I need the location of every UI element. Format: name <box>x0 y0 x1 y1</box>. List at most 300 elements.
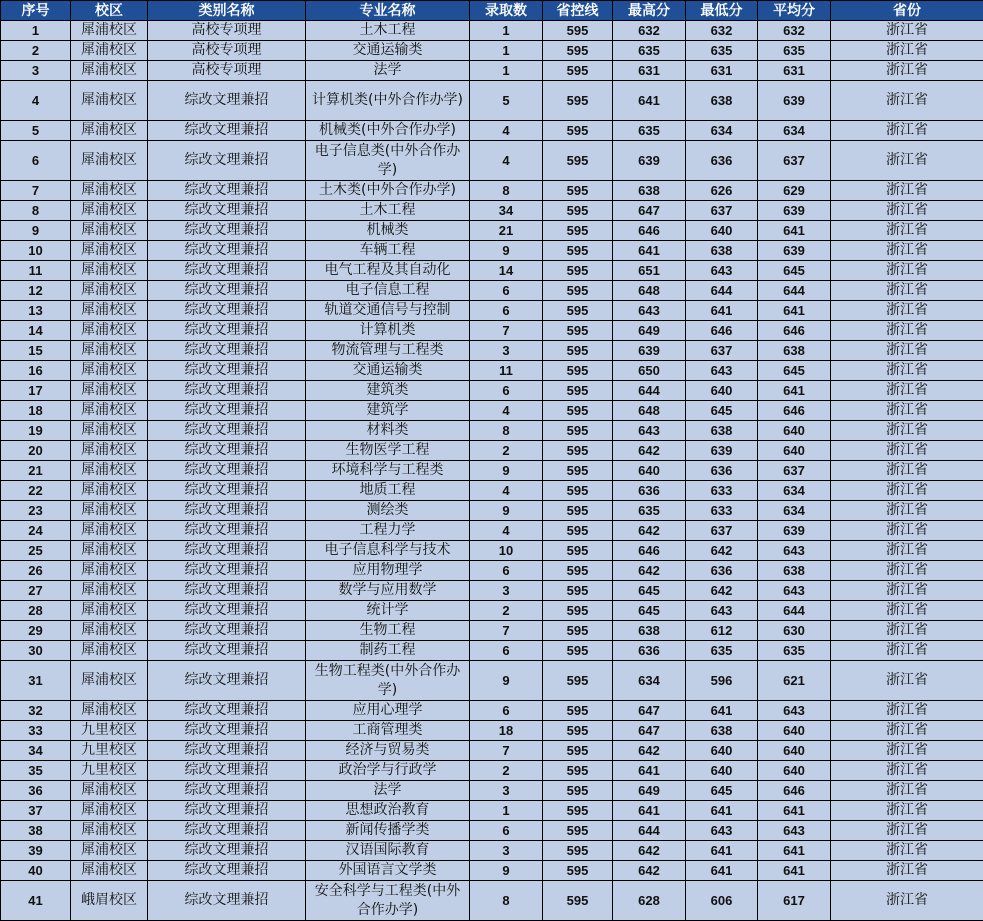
table-row <box>1 481 983 501</box>
cell-max-score: 648 <box>613 401 686 421</box>
table-row <box>1 821 983 841</box>
cell-admitted: 21 <box>470 221 543 241</box>
header-admitted: 录取数 <box>470 1 543 21</box>
cell-avg-score: 634 <box>758 481 831 501</box>
cell-major: 电子信息科学与技术 <box>306 541 470 561</box>
table-row <box>1 801 983 821</box>
cell-max-score: 650 <box>613 361 686 381</box>
cell-province: 浙江省 <box>831 641 983 661</box>
cell-province: 浙江省 <box>831 221 983 241</box>
cell-control-line: 595 <box>543 521 613 541</box>
cell-control-line: 595 <box>543 201 613 221</box>
cell-avg-score: 621 <box>758 661 831 701</box>
cell-min-score: 641 <box>686 701 758 721</box>
header-major: 专业名称 <box>306 1 470 21</box>
table-row <box>1 781 983 801</box>
cell-province: 浙江省 <box>831 621 983 641</box>
table-row <box>1 861 983 881</box>
cell-min-score: 642 <box>686 541 758 561</box>
table-row <box>1 121 983 141</box>
cell-admitted: 7 <box>470 741 543 761</box>
cell-max-score: 643 <box>613 301 686 321</box>
cell-index: 37 <box>1 801 71 821</box>
cell-category: 综改文理兼招 <box>148 801 306 821</box>
cell-max-score: 647 <box>613 201 686 221</box>
cell-avg-score: 617 <box>758 881 831 921</box>
cell-control-line: 595 <box>543 841 613 861</box>
cell-province: 浙江省 <box>831 601 983 621</box>
cell-index: 4 <box>1 81 71 121</box>
cell-admitted: 10 <box>470 541 543 561</box>
cell-avg-score: 644 <box>758 601 831 621</box>
cell-control-line: 595 <box>543 221 613 241</box>
cell-avg-score: 646 <box>758 781 831 801</box>
cell-province: 浙江省 <box>831 61 983 81</box>
cell-admitted: 5 <box>470 81 543 121</box>
cell-index: 1 <box>1 21 71 41</box>
header-row <box>1 1 983 21</box>
cell-control-line: 595 <box>543 741 613 761</box>
cell-major: 电子信息工程 <box>306 281 470 301</box>
cell-admitted: 1 <box>470 61 543 81</box>
cell-max-score: 642 <box>613 861 686 881</box>
cell-campus: 犀浦校区 <box>71 781 148 801</box>
cell-province: 浙江省 <box>831 241 983 261</box>
cell-admitted: 9 <box>470 661 543 701</box>
cell-control-line: 595 <box>543 641 613 661</box>
cell-admitted: 1 <box>470 41 543 61</box>
cell-province: 浙江省 <box>831 41 983 61</box>
header-control-line: 省控线 <box>543 1 613 21</box>
cell-category: 综改文理兼招 <box>148 761 306 781</box>
cell-max-score: 635 <box>613 121 686 141</box>
cell-campus: 犀浦校区 <box>71 21 148 41</box>
cell-avg-score: 643 <box>758 541 831 561</box>
cell-min-score: 634 <box>686 121 758 141</box>
cell-control-line: 595 <box>543 581 613 601</box>
cell-max-score: 642 <box>613 441 686 461</box>
cell-max-score: 641 <box>613 761 686 781</box>
cell-min-score: 643 <box>686 361 758 381</box>
cell-category: 综改文理兼招 <box>148 561 306 581</box>
cell-min-score: 639 <box>686 441 758 461</box>
cell-max-score: 640 <box>613 461 686 481</box>
cell-index: 14 <box>1 321 71 341</box>
cell-major: 生物工程 <box>306 621 470 641</box>
cell-control-line: 595 <box>543 761 613 781</box>
cell-category: 综改文理兼招 <box>148 261 306 281</box>
cell-avg-score: 639 <box>758 81 831 121</box>
cell-avg-score: 639 <box>758 201 831 221</box>
cell-control-line: 595 <box>543 821 613 841</box>
table-row <box>1 321 983 341</box>
cell-index: 12 <box>1 281 71 301</box>
cell-avg-score: 635 <box>758 641 831 661</box>
cell-max-score: 636 <box>613 481 686 501</box>
cell-campus: 九里校区 <box>71 741 148 761</box>
cell-index: 29 <box>1 621 71 641</box>
cell-major: 经济与贸易类 <box>306 741 470 761</box>
cell-max-score: 635 <box>613 41 686 61</box>
cell-admitted: 6 <box>470 641 543 661</box>
cell-major: 交通运输类 <box>306 361 470 381</box>
cell-min-score: 641 <box>686 861 758 881</box>
cell-max-score: 651 <box>613 261 686 281</box>
cell-control-line: 595 <box>543 541 613 561</box>
table-row <box>1 601 983 621</box>
cell-campus: 犀浦校区 <box>71 801 148 821</box>
cell-admitted: 4 <box>470 481 543 501</box>
cell-campus: 犀浦校区 <box>71 501 148 521</box>
cell-max-score: 642 <box>613 521 686 541</box>
cell-major: 工程力学 <box>306 521 470 541</box>
cell-max-score: 646 <box>613 541 686 561</box>
cell-category: 高校专项理 <box>148 41 306 61</box>
cell-major: 外国语言文学类 <box>306 861 470 881</box>
cell-max-score: 644 <box>613 821 686 841</box>
cell-admitted: 9 <box>470 861 543 881</box>
cell-avg-score: 635 <box>758 41 831 61</box>
cell-major: 机械类(中外合作办学) <box>306 121 470 141</box>
table-row <box>1 641 983 661</box>
cell-campus: 犀浦校区 <box>71 41 148 61</box>
cell-max-score: 632 <box>613 21 686 41</box>
cell-admitted: 6 <box>470 281 543 301</box>
cell-index: 20 <box>1 441 71 461</box>
cell-major: 政治学与行政学 <box>306 761 470 781</box>
cell-min-score: 606 <box>686 881 758 921</box>
cell-control-line: 595 <box>543 381 613 401</box>
table-row <box>1 281 983 301</box>
table-row <box>1 441 983 461</box>
cell-province: 浙江省 <box>831 281 983 301</box>
cell-min-score: 631 <box>686 61 758 81</box>
cell-control-line: 595 <box>543 401 613 421</box>
cell-min-score: 638 <box>686 81 758 121</box>
cell-category: 综改文理兼招 <box>148 581 306 601</box>
cell-campus: 犀浦校区 <box>71 341 148 361</box>
cell-index: 30 <box>1 641 71 661</box>
cell-max-score: 646 <box>613 221 686 241</box>
cell-index: 16 <box>1 361 71 381</box>
cell-avg-score: 641 <box>758 381 831 401</box>
cell-max-score: 642 <box>613 841 686 861</box>
cell-min-score: 643 <box>686 261 758 281</box>
cell-province: 浙江省 <box>831 821 983 841</box>
cell-index: 33 <box>1 721 71 741</box>
cell-category: 综改文理兼招 <box>148 621 306 641</box>
cell-major: 电子信息类(中外合作办学) <box>306 141 470 181</box>
cell-max-score: 645 <box>613 581 686 601</box>
cell-index: 35 <box>1 761 71 781</box>
cell-avg-score: 640 <box>758 421 831 441</box>
cell-avg-score: 641 <box>758 861 831 881</box>
cell-province: 浙江省 <box>831 21 983 41</box>
cell-category: 综改文理兼招 <box>148 701 306 721</box>
cell-province: 浙江省 <box>831 81 983 121</box>
cell-admitted: 3 <box>470 581 543 601</box>
cell-category: 综改文理兼招 <box>148 601 306 621</box>
cell-index: 6 <box>1 141 71 181</box>
table-row <box>1 541 983 561</box>
cell-min-score: 636 <box>686 141 758 181</box>
cell-max-score: 638 <box>613 181 686 201</box>
cell-admitted: 8 <box>470 421 543 441</box>
cell-major: 机械类 <box>306 221 470 241</box>
cell-campus: 犀浦校区 <box>71 601 148 621</box>
cell-admitted: 9 <box>470 241 543 261</box>
cell-campus: 犀浦校区 <box>71 321 148 341</box>
cell-category: 综改文理兼招 <box>148 861 306 881</box>
cell-max-score: 647 <box>613 701 686 721</box>
cell-major: 生物工程类(中外合作办学) <box>306 661 470 701</box>
cell-campus: 犀浦校区 <box>71 81 148 121</box>
cell-category: 综改文理兼招 <box>148 481 306 501</box>
table-row <box>1 341 983 361</box>
cell-control-line: 595 <box>543 141 613 181</box>
cell-index: 38 <box>1 821 71 841</box>
cell-major: 车辆工程 <box>306 241 470 261</box>
cell-major: 思想政治教育 <box>306 801 470 821</box>
table-row <box>1 361 983 381</box>
cell-control-line: 595 <box>543 241 613 261</box>
table-row <box>1 741 983 761</box>
header-campus: 校区 <box>71 1 148 21</box>
cell-avg-score: 638 <box>758 341 831 361</box>
cell-campus: 犀浦校区 <box>71 241 148 261</box>
cell-admitted: 6 <box>470 381 543 401</box>
cell-max-score: 649 <box>613 781 686 801</box>
cell-index: 7 <box>1 181 71 201</box>
cell-max-score: 649 <box>613 321 686 341</box>
cell-campus: 犀浦校区 <box>71 441 148 461</box>
cell-avg-score: 640 <box>758 721 831 741</box>
table-row <box>1 761 983 781</box>
cell-index: 15 <box>1 341 71 361</box>
cell-category: 综改文理兼招 <box>148 441 306 461</box>
cell-min-score: 633 <box>686 481 758 501</box>
cell-category: 综改文理兼招 <box>148 201 306 221</box>
cell-control-line: 595 <box>543 341 613 361</box>
cell-major: 应用心理学 <box>306 701 470 721</box>
cell-province: 浙江省 <box>831 881 983 921</box>
table-row <box>1 701 983 721</box>
cell-min-score: 640 <box>686 741 758 761</box>
cell-avg-score: 640 <box>758 741 831 761</box>
cell-province: 浙江省 <box>831 781 983 801</box>
cell-province: 浙江省 <box>831 481 983 501</box>
cell-campus: 犀浦校区 <box>71 401 148 421</box>
cell-category: 综改文理兼招 <box>148 781 306 801</box>
cell-campus: 犀浦校区 <box>71 301 148 321</box>
cell-index: 13 <box>1 301 71 321</box>
cell-index: 3 <box>1 61 71 81</box>
table-row <box>1 561 983 581</box>
cell-min-score: 645 <box>686 781 758 801</box>
cell-campus: 犀浦校区 <box>71 221 148 241</box>
table-row <box>1 61 983 81</box>
cell-admitted: 18 <box>470 721 543 741</box>
cell-min-score: 637 <box>686 201 758 221</box>
cell-province: 浙江省 <box>831 721 983 741</box>
cell-min-score: 640 <box>686 761 758 781</box>
cell-index: 24 <box>1 521 71 541</box>
cell-admitted: 8 <box>470 881 543 921</box>
cell-avg-score: 639 <box>758 521 831 541</box>
cell-major: 新闻传播学类 <box>306 821 470 841</box>
cell-min-score: 635 <box>686 41 758 61</box>
cell-category: 综改文理兼招 <box>148 401 306 421</box>
cell-index: 10 <box>1 241 71 261</box>
cell-control-line: 595 <box>543 601 613 621</box>
cell-avg-score: 643 <box>758 581 831 601</box>
cell-campus: 犀浦校区 <box>71 841 148 861</box>
table-row <box>1 181 983 201</box>
table-body <box>1 21 983 921</box>
cell-campus: 犀浦校区 <box>71 861 148 881</box>
cell-min-score: 641 <box>686 801 758 821</box>
cell-min-score: 635 <box>686 641 758 661</box>
cell-max-score: 639 <box>613 141 686 181</box>
cell-campus: 峨眉校区 <box>71 881 148 921</box>
cell-min-score: 626 <box>686 181 758 201</box>
cell-avg-score: 632 <box>758 21 831 41</box>
cell-province: 浙江省 <box>831 521 983 541</box>
cell-major: 土木类(中外合作办学) <box>306 181 470 201</box>
cell-avg-score: 630 <box>758 621 831 641</box>
cell-avg-score: 641 <box>758 301 831 321</box>
cell-control-line: 595 <box>543 461 613 481</box>
cell-major: 地质工程 <box>306 481 470 501</box>
cell-control-line: 595 <box>543 21 613 41</box>
cell-admitted: 8 <box>470 181 543 201</box>
cell-avg-score: 629 <box>758 181 831 201</box>
cell-max-score: 631 <box>613 61 686 81</box>
cell-control-line: 595 <box>543 481 613 501</box>
cell-min-score: 636 <box>686 461 758 481</box>
cell-control-line: 595 <box>543 701 613 721</box>
cell-max-score: 636 <box>613 641 686 661</box>
cell-avg-score: 643 <box>758 821 831 841</box>
header-min-score: 最低分 <box>686 1 758 21</box>
cell-control-line: 595 <box>543 121 613 141</box>
cell-control-line: 595 <box>543 361 613 381</box>
cell-campus: 犀浦校区 <box>71 421 148 441</box>
cell-category: 综改文理兼招 <box>148 181 306 201</box>
cell-admitted: 2 <box>470 601 543 621</box>
cell-province: 浙江省 <box>831 561 983 581</box>
cell-max-score: 641 <box>613 801 686 821</box>
cell-category: 综改文理兼招 <box>148 241 306 261</box>
cell-max-score: 641 <box>613 81 686 121</box>
cell-min-score: 640 <box>686 381 758 401</box>
cell-province: 浙江省 <box>831 461 983 481</box>
cell-min-score: 637 <box>686 521 758 541</box>
cell-province: 浙江省 <box>831 261 983 281</box>
cell-campus: 犀浦校区 <box>71 181 148 201</box>
cell-min-score: 643 <box>686 601 758 621</box>
cell-category: 综改文理兼招 <box>148 121 306 141</box>
cell-admitted: 6 <box>470 561 543 581</box>
cell-major: 材料类 <box>306 421 470 441</box>
cell-major: 法学 <box>306 61 470 81</box>
cell-avg-score: 634 <box>758 501 831 521</box>
cell-province: 浙江省 <box>831 661 983 701</box>
header-province: 省份 <box>831 1 983 21</box>
cell-category: 综改文理兼招 <box>148 141 306 181</box>
cell-min-score: 643 <box>686 821 758 841</box>
cell-campus: 犀浦校区 <box>71 541 148 561</box>
cell-min-score: 596 <box>686 661 758 701</box>
cell-category: 综改文理兼招 <box>148 661 306 701</box>
cell-admitted: 9 <box>470 461 543 481</box>
cell-index: 23 <box>1 501 71 521</box>
cell-control-line: 595 <box>543 861 613 881</box>
cell-campus: 犀浦校区 <box>71 641 148 661</box>
cell-major: 测绘类 <box>306 501 470 521</box>
cell-control-line: 595 <box>543 321 613 341</box>
cell-province: 浙江省 <box>831 321 983 341</box>
cell-campus: 犀浦校区 <box>71 661 148 701</box>
cell-category: 综改文理兼招 <box>148 461 306 481</box>
cell-province: 浙江省 <box>831 301 983 321</box>
cell-province: 浙江省 <box>831 181 983 201</box>
cell-max-score: 647 <box>613 721 686 741</box>
cell-avg-score: 646 <box>758 321 831 341</box>
cell-campus: 犀浦校区 <box>71 481 148 501</box>
cell-index: 41 <box>1 881 71 921</box>
cell-major: 汉语国际教育 <box>306 841 470 861</box>
cell-province: 浙江省 <box>831 341 983 361</box>
cell-index: 18 <box>1 401 71 421</box>
cell-category: 综改文理兼招 <box>148 361 306 381</box>
cell-max-score: 645 <box>613 601 686 621</box>
cell-province: 浙江省 <box>831 861 983 881</box>
table-row <box>1 81 983 121</box>
table-row <box>1 581 983 601</box>
cell-avg-score: 645 <box>758 261 831 281</box>
cell-campus: 九里校区 <box>71 761 148 781</box>
cell-major: 生物医学工程 <box>306 441 470 461</box>
table-row <box>1 201 983 221</box>
cell-admitted: 4 <box>470 141 543 181</box>
table-row <box>1 261 983 281</box>
table-row <box>1 501 983 521</box>
cell-campus: 犀浦校区 <box>71 561 148 581</box>
cell-category: 综改文理兼招 <box>148 741 306 761</box>
cell-major: 轨道交通信号与控制 <box>306 301 470 321</box>
cell-index: 34 <box>1 741 71 761</box>
cell-province: 浙江省 <box>831 381 983 401</box>
cell-min-score: 632 <box>686 21 758 41</box>
table-row <box>1 621 983 641</box>
cell-avg-score: 640 <box>758 441 831 461</box>
cell-min-score: 641 <box>686 301 758 321</box>
cell-max-score: 643 <box>613 421 686 441</box>
cell-admitted: 4 <box>470 401 543 421</box>
cell-category: 综改文理兼招 <box>148 821 306 841</box>
cell-province: 浙江省 <box>831 401 983 421</box>
cell-max-score: 644 <box>613 381 686 401</box>
cell-campus: 九里校区 <box>71 721 148 741</box>
cell-major: 数学与应用数学 <box>306 581 470 601</box>
cell-admitted: 11 <box>470 361 543 381</box>
cell-campus: 犀浦校区 <box>71 141 148 181</box>
cell-admitted: 34 <box>470 201 543 221</box>
cell-min-score: 638 <box>686 241 758 261</box>
cell-control-line: 595 <box>543 561 613 581</box>
cell-index: 28 <box>1 601 71 621</box>
